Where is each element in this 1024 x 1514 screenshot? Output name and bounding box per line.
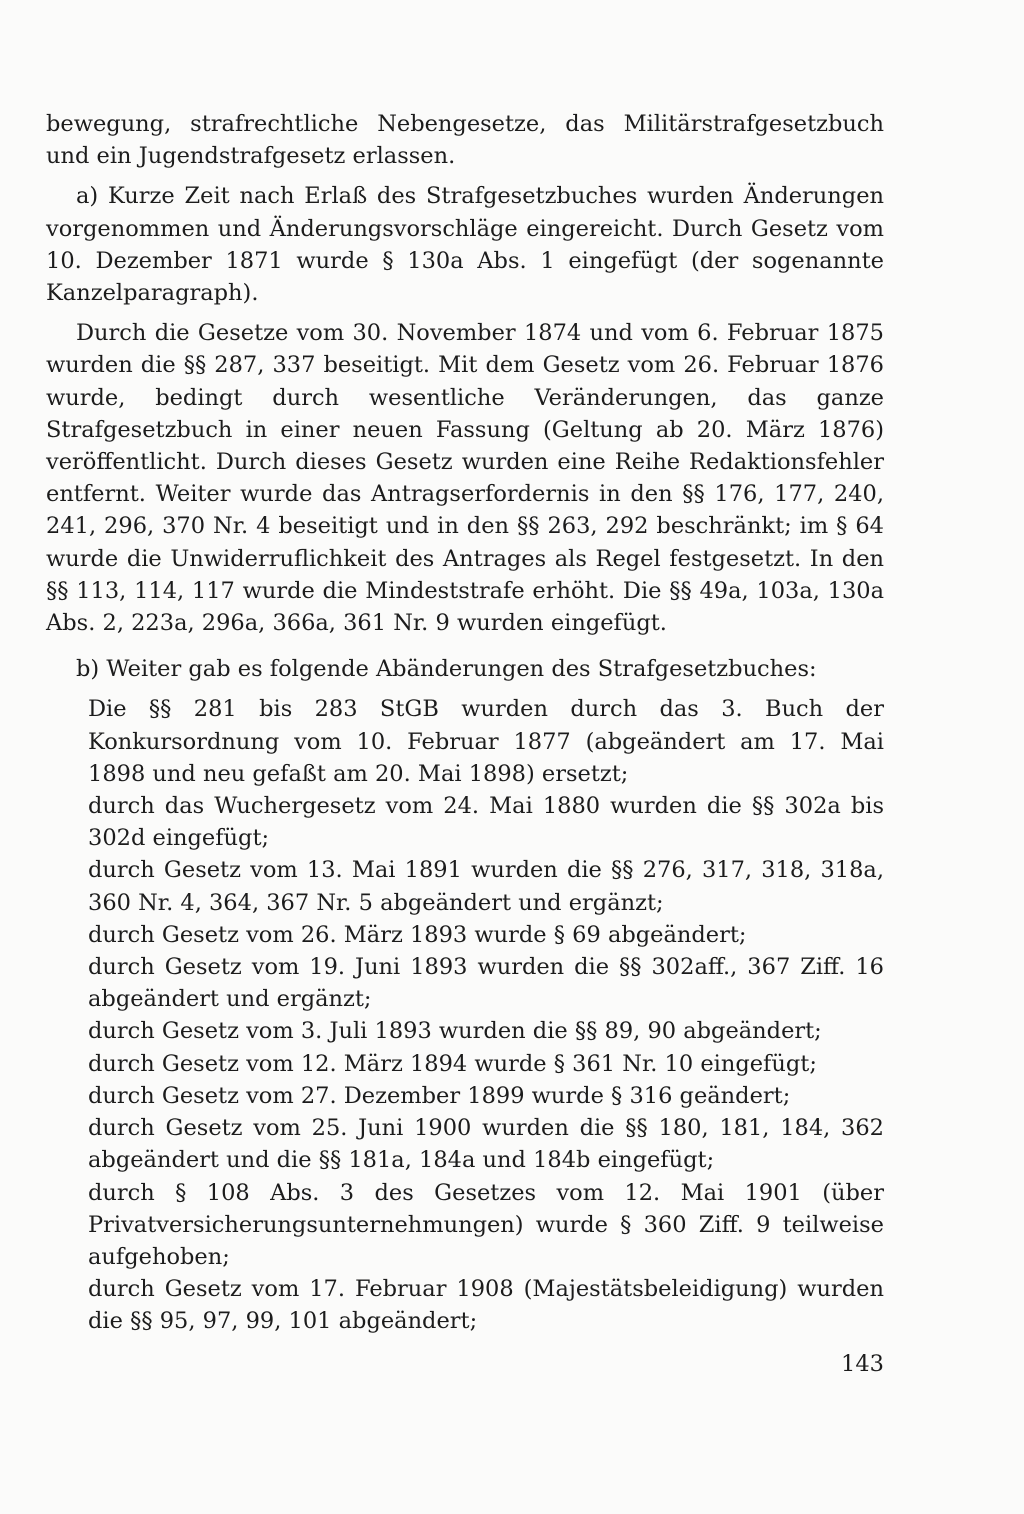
list-item: durch § 108 Abs. 3 des Gesetzes vom 12. Mai 1901 (über Privatversicherungsunternehmungen) wurde § 360 Ziff. 9 teilweise aufgehoben;: [88, 1179, 884, 1270]
paragraph-b: b) Weiter gab es folgende Abänderungen des Strafgesetzbuches:: [76, 656, 817, 683]
list-item: durch Gesetz vom 26. März 1893 wurde § 69 abgeändert;: [88, 921, 747, 948]
body-text: [46, 108, 884, 1338]
amendment-list: [46, 693, 884, 1337]
list-item: durch Gesetz vom 25. Juni 1900 wurden die §§ 180, 181, 184, 362 abgeändert und die §§ 181a, 184a und 184b eingefügt;: [88, 1115, 884, 1174]
list-item: durch Gesetz vom 13. Mai 1891 wurden die §§ 276, 317, 318, 318a, 360 Nr. 4, 364, 367 Nr. 5 abgeändert und ergänzt;: [88, 857, 884, 916]
page-number: 143: [841, 1351, 884, 1377]
list-item: Die §§ 281 bis 283 StGB wurden durch das 3. Buch der Konkursordnung vom 10. Februar 1877 (abgeändert am 17. Mai 1898 und neu gefaßt am 20. Mai 1898) ersetzt;: [88, 696, 884, 787]
list-item: durch Gesetz vom 3. Juli 1893 wurden die §§ 89, 90 abgeändert;: [88, 1018, 822, 1045]
paragraph-a: a) Kurze Zeit nach Erlaß des Strafgesetzbuches wurden Änderungen vorgenommen und Änderungsvorschläge eingereicht. Durch Gesetz vom 10. Dezember 1871 wurde § 130a Abs. 1 eingefügt (der sogenannte Kanzelparagraph).: [46, 183, 884, 307]
list-item: durch Gesetz vom 19. Juni 1893 wurden die §§ 302aff., 367 Ziff. 16 abgeändert und ergänzt;: [88, 954, 884, 1013]
paragraph-a-continued: Durch die Gesetze vom 30. November 1874 und vom 6. Februar 1875 wurden die §§ 287, 337 beseitigt. Mit dem Gesetz vom 26. Februar 1876 wurde, bedingt durch wesentliche Veränderungen, das ganze Strafgesetzbuch in einer neuen Fassung (Geltung ab 20. März 1876) veröffentlicht. Durch dieses Gesetz wurden eine Reihe Redaktionsfehler entfernt. Weiter wurde das Antragserfordernis in den §§ 176, 177, 240, 241, 296, 370 Nr. 4 beseitigt und in den §§ 263, 292 beschränkt; im § 64 wurde die Unwiderruflichkeit des Antrages als Regel festgesetzt. In den §§ 113, 114, 117 wurde die Mindeststrafe erhöht. Die §§ 49a, 103a, 130a Abs. 2, 223a, 296a, 366a, 361 Nr. 9 wurden eingefügt.: [46, 320, 884, 637]
paragraph-continuation: bewegung, strafrechtliche Nebengesetze, das Militärstrafgesetzbuch und ein Jugendstrafgesetz erlassen.: [46, 111, 884, 170]
list-item: durch Gesetz vom 12. März 1894 wurde § 361 Nr. 10 eingefügt;: [88, 1050, 817, 1077]
list-item: durch Gesetz vom 17. Februar 1908 (Majestätsbeleidigung) wurden die §§ 95, 97, 99, 101 abgeändert;: [88, 1276, 884, 1335]
list-item: durch Gesetz vom 27. Dezember 1899 wurde § 316 geändert;: [88, 1082, 791, 1109]
list-item: durch das Wuchergesetz vom 24. Mai 1880 wurden die §§ 302a bis 302d eingefügt;: [88, 793, 884, 852]
